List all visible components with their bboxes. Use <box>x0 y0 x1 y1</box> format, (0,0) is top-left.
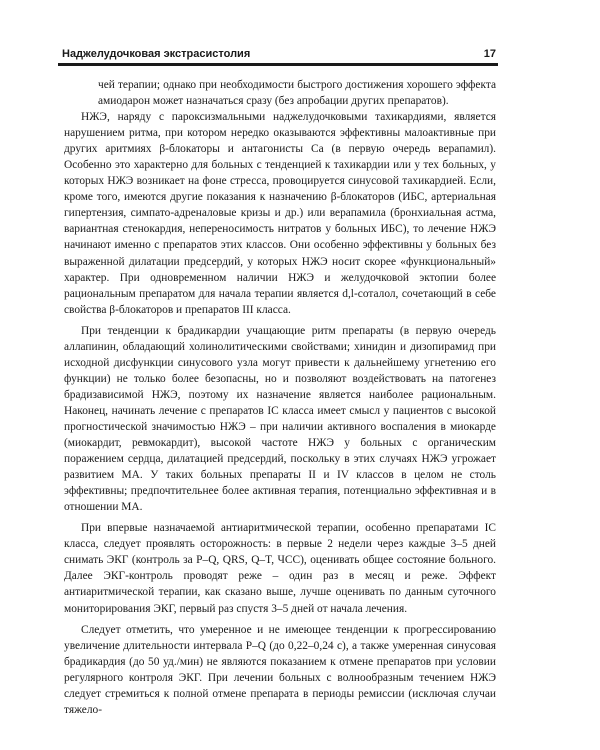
running-header <box>62 40 496 60</box>
paragraph: При тенденции к брадикардии учащающие ритм препараты (в первую очередь аллапинин, обладающий холинолитическими свойствами; хинидин и дизопирамид при исходной дисфункции синусового узла могут привести к дальнейшему угнетению его функции) не только более безопасны, но и позволяют воздействовать на патогенез брадизависимой НЖЭ, поэтому их назначение является наиболее рациональным. Наконец, начинать лечение с препаратов IC класса имеет смысл у пациентов с высокой прогностической значимостью НЖЭ – при наличии активного воспаления в миокарде (миокардит, ревмокардит), высокой частоте НЖЭ у больных с органическим поражением сердца, дилатацией предсердий, поскольку в этих случаях НЖЭ угрожает развитием МА. У таких больных препараты II и IV классов в целом не столь эффективны; предпочтительнее более активная терапия, потенциально эффективная и в отношении МА. <box>64 324 496 514</box>
paragraph: При впервые назначаемой антиаритмической терапии, особенно препаратами IC класса, следует проявлять осторожность: в первые 2 недели через каждые 3–5 дней снимать ЭКГ (контроль за P–Q, QRS, Q–T, ЧСС), оценивать общее состояние больного. Далее ЭКГ-контроль проводят реже – один раз в месяц и реже. Эффект антиаритмической терапии, как сказано выше, лучше оценивать по данным суточного мониторирования ЭКГ, первый раз спустя 3–5 дней от начала лечения. <box>64 522 496 615</box>
paragraph: НЖЭ, наряду с пароксизмальными наджелудочковыми тахикардиями, является нарушением ритма, при котором нередко оказываются эффективны малоактивные при других аритмиях β-блокаторы и антагонисты Ca (в первую очередь верапамил). Особенно это характерно для больных с тенденцией к тахикардии или у тех больных, у которых НЖЭ возникает на фоне стресса, провоцируется синусовой тахикардией. Если, кроме того, имеются другие показания к назначению β-блокаторов (ИБС, артериальная гипертензия, симпато-адреналовые кризы и др.) или верапамила (бронхиальная астма, вариантная стенокардия, непереносимость нитратов у больных ИБС), то лечение НЖЭ начинают именно с препаратов этих классов. Они особенно эффективны у больных без выраженной дилатации предсердий, у которых НЖЭ носит скорее «функциональный» характер. При одновременном наличии НЖЭ и желудочковой эктопии более рациональным препаратом для начала терапии является d,l-соталол, сочетающий в себе свойства β-блокаторов и препаратов III класса. <box>64 111 496 316</box>
page-body <box>64 77 496 718</box>
page-number: 17 <box>483 48 496 60</box>
paragraph: Следует отметить, что умеренное и не имеющее тенденции к прогрессированию увеличение длительности интервала P–Q (до 0,22–0,24 с), а также умеренная синусовая брадикардия (до 50 уд./мин) не являются показанием к отмене препаратов при условии регулярного контроля ЭКГ. При лечении больных с волнообразным течением НЖЭ следует стремиться к полной отмене препарата в периоды ремиссии (исключая случаи тяжело- <box>64 623 496 716</box>
header-rule <box>58 63 498 66</box>
running-title: Наджелудочковая экстрасистолия <box>62 48 251 60</box>
paragraph-continuation: чей терапии; однако при необходимости быстрого достижения хорошего эффекта амиодарон может назначаться сразу (без апробации других препаратов). <box>98 79 496 108</box>
